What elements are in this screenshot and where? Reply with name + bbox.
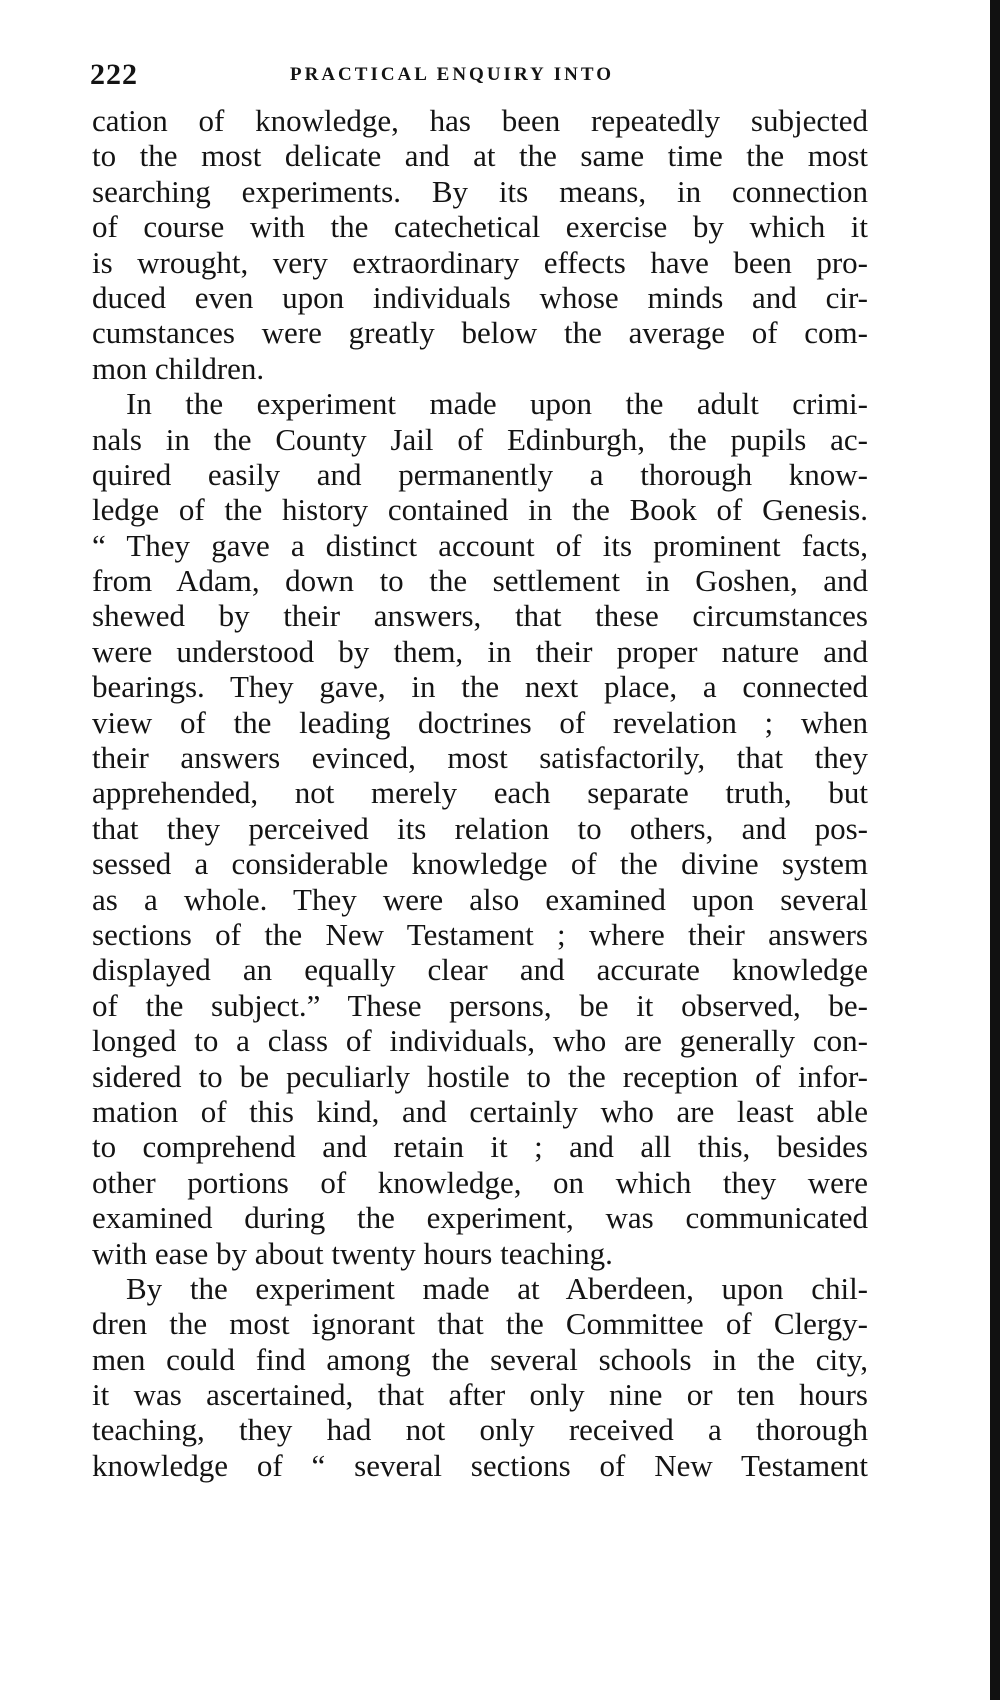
text-line: view of the leading doctrines of revelation ; when <box>92 704 868 740</box>
text-line: cumstances were greatly below the average of com- <box>92 315 868 351</box>
text-line: displayed an equally clear and accurate knowledge <box>92 952 868 988</box>
text-line: apprehended, not merely each separate truth, but <box>92 775 868 811</box>
text-line: searching experiments. By its means, in connection <box>92 173 868 209</box>
text-line: from Adam, down to the settlement in Goshen, and <box>92 563 868 599</box>
running-head: PRACTICAL ENQUIRY INTO <box>290 64 614 85</box>
text-line: ledge of the history contained in the Book of Genesis. <box>92 492 868 528</box>
text-line: sections of the New Testament ; where their answers <box>92 916 868 952</box>
text-line: men could find among the several schools in the city, <box>92 1341 868 1377</box>
text-line: of the subject.” These persons, be it observed, be- <box>92 987 868 1023</box>
page-edge-shadow <box>990 0 1000 1700</box>
text-line: mon children. <box>92 350 265 386</box>
text-line: to comprehend and retain it ; and all this, besides <box>92 1129 868 1165</box>
page-number: 222 <box>90 58 138 91</box>
text-line: is wrought, very extraordinary effects have been pro- <box>92 244 868 280</box>
text-line: knowledge of “ several sections of New Testament <box>92 1447 868 1483</box>
text-line: shewed by their answers, that these circumstances <box>92 598 868 634</box>
text-line: of course with the catechetical exercise by which it <box>92 209 868 245</box>
text-line: duced even upon individuals whose minds and cir- <box>92 279 868 315</box>
text-line: By the experiment made at Aberdeen, upon chil- <box>126 1270 868 1306</box>
text-line: In the experiment made upon the adult crimi- <box>126 386 868 422</box>
text-line: teaching, they had not only received a thorough <box>92 1412 868 1448</box>
body-text <box>92 103 868 1483</box>
text-line: “ They gave a distinct account of its prominent facts, <box>92 527 868 563</box>
text-line: sessed a considerable knowledge of the divine system <box>92 846 868 882</box>
text-line: their answers evinced, most satisfactorily, that they <box>92 740 868 776</box>
text-line: quired easily and permanently a thorough know- <box>92 456 868 492</box>
text-line: cation of knowledge, has been repeatedly subjected <box>92 103 868 138</box>
text-line: bearings. They gave, in the next place, a connected <box>92 669 868 705</box>
text-line: with ease by about twenty hours teaching. <box>92 1235 613 1271</box>
text-line: longed to a class of individuals, who are generally con- <box>92 1023 868 1059</box>
text-line: to the most delicate and at the same time the most <box>92 138 868 174</box>
text-line: examined during the experiment, was communicated <box>92 1200 868 1236</box>
text-line: it was ascertained, that after only nine or ten hours <box>92 1377 868 1413</box>
text-line: sidered to be peculiarly hostile to the reception of infor- <box>92 1058 868 1094</box>
text-line: mation of this kind, and certainly who are least able <box>92 1093 868 1129</box>
page-header <box>90 58 870 98</box>
text-line: other portions of knowledge, on which they were <box>92 1164 868 1200</box>
text-line: nals in the County Jail of Edinburgh, the pupils ac- <box>92 421 868 457</box>
text-line: as a whole. They were also examined upon several <box>92 881 868 917</box>
text-line: that they perceived its relation to others, and pos- <box>92 810 868 846</box>
text-line: were understood by them, in their proper nature and <box>92 633 868 669</box>
text-line: dren the most ignorant that the Committee of Clergy- <box>92 1306 868 1342</box>
